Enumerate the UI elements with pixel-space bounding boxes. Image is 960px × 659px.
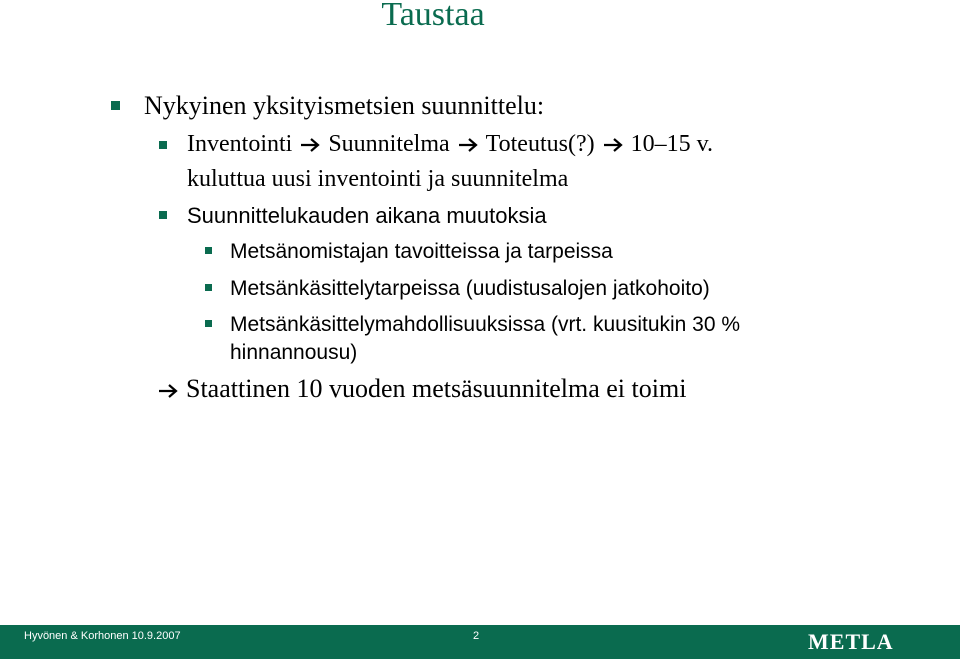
right-arrow-icon bbox=[300, 137, 320, 153]
footer-author-date: Hyvönen & Korhonen 10.9.2007 bbox=[24, 630, 181, 642]
footer-bar bbox=[0, 625, 960, 659]
metla-logo: METLA bbox=[808, 629, 894, 654]
right-arrow-icon bbox=[458, 137, 478, 153]
square-bullet-icon bbox=[159, 141, 167, 149]
square-bullet-icon bbox=[205, 247, 212, 254]
list-item: Metsänkäsittelymahdollisuuksissa (vrt. kuusitukin 30 % bbox=[230, 313, 741, 336]
list-item-continuation: hinnannousu) bbox=[230, 341, 358, 364]
square-bullet-icon bbox=[159, 211, 167, 219]
right-arrow-icon bbox=[603, 137, 623, 153]
conclusion-text: Staattinen 10 vuoden metsäsuunnitelma ei toimi bbox=[186, 374, 687, 403]
square-bullet-icon bbox=[205, 284, 212, 291]
process-step-inventory: Inventointi bbox=[187, 131, 293, 157]
conclusion bbox=[158, 374, 686, 404]
square-bullet-icon bbox=[205, 320, 212, 327]
process-step-interval: 10–15 v. bbox=[630, 131, 714, 157]
square-bullet-icon bbox=[111, 101, 120, 110]
list-item bbox=[187, 131, 713, 158]
list-item: Suunnittelukauden aikana muutoksia bbox=[187, 203, 547, 228]
right-arrow-icon bbox=[158, 383, 178, 399]
list-item-continuation: kuluttua uusi inventointi ja suunnitelma bbox=[187, 166, 569, 192]
slide-title: Taustaa bbox=[381, 0, 485, 33]
list-item: Metsänkäsittelytarpeissa (uudistusalojen jatkohoito) bbox=[230, 277, 710, 300]
page-number: 2 bbox=[473, 630, 480, 642]
process-step-plan: Suunnitelma bbox=[328, 131, 450, 157]
process-step-execution: Toteutus(?) bbox=[485, 131, 595, 157]
list-item: Metsänomistajan tavoitteissa ja tarpeissa bbox=[230, 240, 613, 263]
list-item: Nykyinen yksityismetsien suunnittelu: bbox=[144, 91, 545, 120]
